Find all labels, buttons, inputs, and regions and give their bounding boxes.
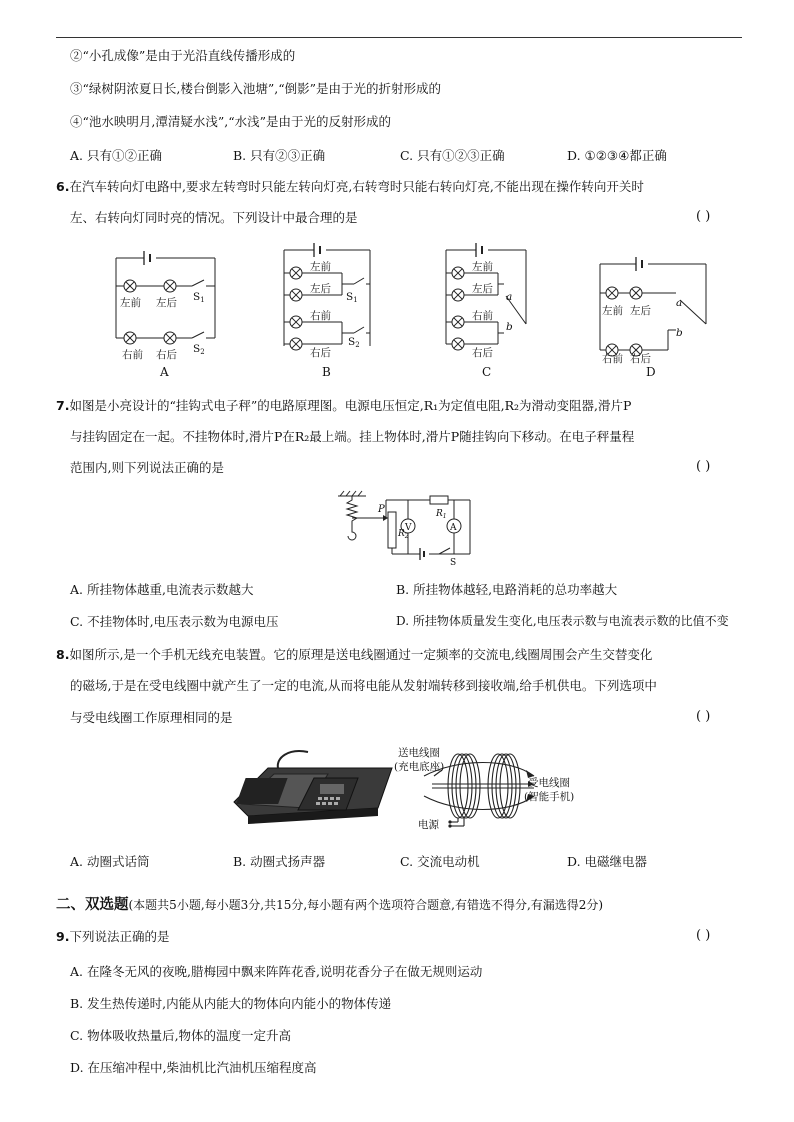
lamp-symbols: [124, 267, 642, 356]
b-right-back-label: 右后: [310, 347, 331, 359]
d-contact-a-label: a: [676, 297, 683, 309]
q6-circuit-figures: [100, 238, 720, 380]
figure-c-caption: C: [482, 365, 492, 379]
q6-answer-paren: ( ): [696, 209, 711, 224]
q9-option-d: D. 在压缩冲程中,柴油机比汽油机压缩程度高: [70, 1060, 317, 1075]
c-right-front-label: 右前: [472, 310, 493, 322]
q7-stem-line1: 7.如图是小亮设计的“挂钩式电子秤”的电路原理图。电源电压恒定,R₁为定值电阻,R₂为滑动变阻器,滑片P: [56, 398, 632, 413]
q7-option-a: A. 所挂物体越重,电流表示数越大: [70, 582, 254, 597]
header-rule: [56, 37, 742, 38]
q9-number: 9.: [56, 929, 70, 944]
q8-wireless-charger-figure: [228, 744, 594, 836]
q7-option-d: D. 所挂物体质量发生变化,电压表示数与电流表示数的比值不变: [396, 614, 729, 628]
r1-label: $R_1$: [436, 509, 447, 520]
d-contact-b-label: b: [676, 327, 683, 339]
r2-label: $R_2$: [398, 529, 409, 540]
figure-a-caption: A: [160, 365, 169, 379]
recv-coil-sub-label: (智能手机): [524, 791, 575, 803]
q7-stem-line2: 与挂钩固定在一起。不挂物体时,滑片P在R₂最上端。挂上物体时,滑片P随挂钩向下移动。在电子秤量程: [70, 429, 635, 444]
charger-photo: [234, 751, 392, 824]
q9-stem: 9.下列说法正确的是: [56, 929, 170, 944]
b-s1-label: S1: [346, 291, 358, 304]
a-right-front-label: 右前: [122, 349, 143, 361]
c-contact-a-label: a: [506, 291, 513, 303]
q8-number: 8.: [56, 647, 70, 662]
c-left-front-label: 左前: [472, 261, 493, 273]
c-contact-b-label: b: [506, 321, 513, 333]
power-source-label: 电源: [418, 819, 439, 831]
q6-stem-line2: 左、右转向灯同时亮的情况。下列设计中最合理的是: [70, 210, 358, 225]
q5-item-3: ③“绿树阴浓夏日长,楼台倒影入池塘”,“倒影”是由于光的折射形成的: [70, 81, 442, 96]
ammeter-label: A: [450, 523, 457, 533]
figure-b-caption: B: [322, 365, 331, 379]
a-left-front-label: 左前: [120, 297, 141, 309]
q8-stem-line3: 与受电线圈工作原理相同的是: [70, 710, 233, 725]
q7-stem-line3: 范围内,则下列说法正确的是: [70, 460, 224, 475]
q8-option-d: D. 电磁继电器: [567, 854, 648, 869]
a-right-back-label: 右后: [156, 349, 177, 361]
send-coil-label: 送电线圈: [398, 747, 440, 759]
q8-option-c: C. 交流电动机: [400, 854, 480, 869]
section-2-title: 二、双选题: [56, 897, 129, 913]
b-left-back-label: 左后: [310, 283, 331, 295]
q5-item-4: ④“池水映明月,潭清疑水浅”,“水浅”是由于光的反射形成的: [70, 114, 392, 129]
d-right-front-label: 右前: [602, 353, 623, 365]
q8-option-b: B. 动圈式扬声器: [233, 854, 326, 869]
q5-option-d: D. ①②③④都正确: [567, 148, 667, 163]
q8-stem-line1: 8.如图所示,是一个手机无线充电装置。它的原理是送电线圈通过一定频率的交流电,线圈周围会产生交替变化: [56, 647, 653, 662]
circuit-d: [600, 257, 706, 350]
q7-option-b: B. 所挂物体越轻,电路消耗的总功率越大: [396, 582, 618, 597]
q9-option-b: B. 发生热传递时,内能从内能大的物体向内能小的物体传递: [70, 996, 392, 1011]
q5-item-2: ②“小孔成像”是由于光沿直线传播形成的: [70, 48, 296, 63]
q5-option-c: C. 只有①②③正确: [400, 148, 505, 163]
q9-option-c: C. 物体吸收热量后,物体的温度一定升高: [70, 1028, 292, 1043]
b-s2-label: S2: [348, 336, 360, 349]
a-s1-label: S1: [193, 291, 205, 304]
q7-electronic-scale-circuit: [334, 488, 484, 566]
voltmeter-label: V: [405, 523, 412, 533]
q7-option-c: C. 不挂物体时,电压表示数为电源电压: [70, 614, 279, 629]
q9-option-a: A. 在隆冬无风的夜晚,腊梅园中飘来阵阵花香,说明花香分子在做无规则运动: [70, 964, 483, 979]
section-2-desc: (本题共5小题,每小题3分,共15分,每小题有两个选项符合题意,有错选不得分,有漏选得2分): [128, 898, 604, 912]
q8-stem-line2: 的磁场,于是在受电线圈中就产生了一定的电流,从而将电能从发射端转移到接收端,给手机供电。下列选项中: [70, 678, 657, 693]
q8-answer-paren: ( ): [696, 709, 711, 724]
q9-answer-paren: ( ): [696, 928, 711, 943]
recv-coil-label: 受电线圈: [528, 777, 570, 789]
d-left-front-label: 左前: [602, 305, 623, 317]
a-s2-label: S2: [193, 343, 205, 356]
b-left-front-label: 左前: [310, 261, 331, 273]
q7-answer-paren: ( ): [696, 459, 711, 474]
slider-p-label: P: [378, 504, 385, 515]
d-right-back-label: 右后: [630, 353, 651, 365]
c-right-back-label: 右后: [472, 347, 493, 359]
q6-number: 6.: [56, 179, 70, 194]
figure-d-caption: D: [646, 365, 656, 379]
b-right-front-label: 右前: [310, 310, 331, 322]
q7-number: 7.: [56, 398, 70, 413]
d-left-back-label: 左后: [630, 305, 651, 317]
q8-option-a: A. 动圈式话筒: [70, 854, 150, 869]
c-left-back-label: 左后: [472, 283, 493, 295]
switch-s-label: S: [450, 558, 457, 566]
section-2-heading: [56, 893, 603, 914]
q5-option-a: A. 只有①②正确: [70, 148, 162, 163]
a-left-back-label: 左后: [156, 297, 177, 309]
q5-option-b: B. 只有②③正确: [233, 148, 326, 163]
send-coil-sub-label: (充电底座): [394, 761, 445, 773]
q6-stem-line1: 6.在汽车转向灯电路中,要求左转弯时只能左转向灯亮,右转弯时只能右转向灯亮,不能出现在操作转向开关时: [56, 179, 644, 194]
